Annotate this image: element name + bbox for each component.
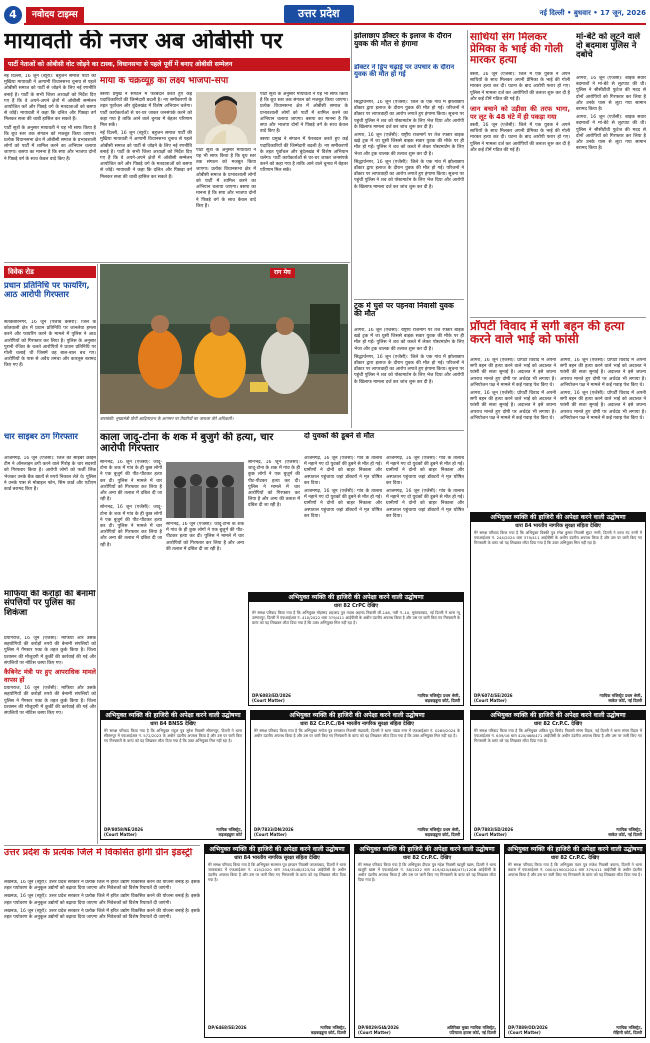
middle-story3-body2: सोनभद्र, 16 जून (एजेंसी): जादू-टोना के शक में गांव के ही कुछ लोगों ने एक बुजुर्ग की पीट-पीटकर हत्या कर दी। पुलिस ने मामले में चार आरोपियों को गिरफ्तार कर लिया है और अन्य की तलाश में दबिश दी जा रही है। [166, 522, 244, 552]
left-story3-body [4, 636, 96, 844]
left-story4-headline: उत्तर प्रदेश के प्रत्येक जिले में विकसित होगी ग्रीन इंडस्ट्री [4, 848, 193, 858]
right-story3-headline: प्रॉपर्टी विवाद में सगी बहन की हत्या करने वाले भाई को फांसी [470, 320, 625, 347]
middle-story4-body [304, 456, 382, 588]
middle-story1-body [354, 100, 464, 298]
page-header [4, 4, 646, 26]
row-divider [470, 317, 646, 318]
right-story3-para2: आगरा, 16 जून (एजेंसी): प्रॉपर्टी विवाद में अपनी सगी बहन की हत्या करने वाले भाई को अदालत ने फांसी की सजा सुनाई है। अदालत ने इसे जघन्य अपराध मानते हुए दोषी पर अर्थदंड भी लगाया है। अभियोजन पक्ष ने मामले में कई गवाह पेश किए थे। [470, 391, 556, 421]
lead-subhead: माया के चक्रव्यूह का लक्ष्य भाजपा-सपा [100, 77, 229, 86]
right-story3-para4: आगरा, 16 जून (एजेंसी): प्रॉपर्टी विवाद में अपनी सगी बहन की हत्या करने वाले भाई को अदालत ने फांसी की सजा सुनाई है। अदालत ने इसे जघन्य अपराध मानते हुए दोषी पर अर्थदंड भी लगाया है। अभियोजन पक्ष ने मामले में कई गवाह पेश किए थे। [560, 391, 646, 421]
notice-reference: DP/6083/ED/2026 (Court Matter) [252, 693, 291, 703]
notice-signatory: अतिरिक्त मुख्य न्यायिक मजिस्ट्रेट, पटियाला हाउस कोर्ट, नई दिल्ली [446, 1025, 496, 1035]
right-story2-para: आगरा, 16 जून (एजेंसी): बाइक सवार बदमाशों ने मां-बेटे से लूटपाट की थी। पुलिस ने सीसीटीवी फुटेज की मदद से दोनों आरोपियों को गिरफ्तार कर लिया है और उनके पास से लूटा गया सामान बरामद किया है। [576, 76, 646, 113]
notice-footer [208, 1025, 346, 1035]
right-story1-pull: जान बचाने को उड़ीसा की तरफ भागा, पर लूट के 48 घंटे में ही पकड़ा गया [470, 105, 570, 122]
photo-label: राग मेघ [270, 268, 295, 278]
court-notice-8 [504, 844, 646, 1038]
notice-footer [508, 1025, 642, 1035]
lead-body-para4: नई दिल्ली, 16 जून (ब्यूरो): बहुजन समाज पार्टी की मुखिया मायावती ने आगामी विधानसभा चुनाव से पहले ओबीसी समाज को पार्टी से जोड़ने के लिए नई रणनीति बनाई है। पार्टी के सभी जिला अध्यक्षों को निर्देश दिए गए हैं कि वे अपने-अपने क्षेत्रों में ओबीसी सम्मेलन आयोजित करें और पिछड़े वर्ग के मतदाताओं को बसपा से जोड़ें। मायावती ने कहा कि दलित और पिछड़ा वर्ग मिलकर सत्ता की चाबी हासिल कर सकते हैं। [100, 131, 192, 180]
middle-story1-para2: आगरा, 16 जून (एजेंसी): राष्ट्रीय राजमार्ग पर तेज रफ्तार बाइक खड़े ट्रक में जा घुसी जिससे बाइक सवार युवक की मौके पर ही मौत हो गई। पुलिस ने शव को कब्जे में लेकर पोस्टमार्टम के लिए भेजा और ट्रक चालक की तलाश शुरू कर दी है। [354, 133, 464, 157]
court-notice-1 [248, 592, 464, 706]
row-divider [4, 262, 350, 263]
notice-signatory: न्यायिक मजिस्ट्रेट प्रथम श्रेणी, कड़कड़डूमा कोर्ट, दिल्ली [417, 827, 460, 837]
middle-story4-para3: आजमगढ़, 16 जून (एजेंसी): गांव के तालाब में नहाने गए दो युवकों की डूबने से मौत हो गई। ग्रामीणों ने दोनों को बाहर निकाला और अस्पताल पहुंचाया जहां डॉक्टरों ने मृत घोषित कर दिया। [386, 456, 464, 486]
left-story4-para: लखनऊ, 16 जून (ब्यूरो): उत्तर प्रदेश सरकार ने प्रत्येक जिले में हरित उद्योग विकसित करने की योजना बनाई है। इसके तहत पर्यावरण के अनुकूल उद्योगों को बढ़ावा दिया जाएगा और निवेशकों को विशेष रियायतें दी जाएंगी। [4, 880, 200, 892]
notice-body: मेरे समक्ष परिवाद किया गया है कि अभियुक्त मनोज पुत्र रामलाल निवासी मंडावली, दिल्ली ने थाना पांडव नगर में एफआईआर नं. 0269/2024 के अधीन दंडनीय अपराध किया है और उस पर जारी किए गए गिरफ्तारी के वारंट को यह लिखकर लौटा दिया गया है कि उक्त अभियुक्त मिल नहीं रहा है। [254, 728, 460, 739]
middle-story3-para3: सोनभद्र, 16 जून (एजेंसी): जादू-टोना के शक में गांव के ही कुछ लोगों ने एक बुजुर्ग की पीट-पीटकर हत्या कर दी। पुलिस ने मामले में चार आरोपियों को गिरफ्तार कर लिया है और अन्य की तलाश में दबिश दी जा रही है। [248, 460, 300, 509]
right-story3-para: आगरा, 16 जून (एजेंसी): प्रॉपर्टी विवाद में अपनी सगी बहन की हत्या करने वाले भाई को अदालत ने फांसी की सजा सुनाई है। अदालत ने इसे जघन्य अपराध मानते हुए दोषी पर अर्थदंड भी लगाया है। अभियोजन पक्ष ने मामले में कई गवाह पेश किए थे। [470, 358, 556, 388]
notice-section: धारा 82 Cr.P.C. देखिए [402, 855, 452, 862]
notice-reference: DP/6074/SE/2026 (Court Matter) [474, 693, 513, 703]
middle-story1-sub: डॉक्टर ने ड्रिप चढ़ाई पर उपचार के दौरान युवक की मौत हो गई [354, 64, 455, 79]
left-story4-body [4, 880, 200, 1038]
court-notice-5 [470, 710, 646, 840]
lead-body-para2: पार्टी सूत्रों के अनुसार मायावती ने यह भी साफ किया है कि बूथ स्तर तक संगठन को मजबूत किया जाएगा। प्रत्येक विधानसभा क्षेत्र में ओबीसी समाज के प्रभावशाली लोगों को पार्टी में शामिल करने का अभियान चलाया जाएगा। बसपा का मानना है कि सपा और भाजपा दोनों ने पिछड़े वर्ग के साथ केवल वादे किए हैं। [4, 125, 96, 162]
middle-story3-para: सोनभद्र, 16 जून (एजेंसी): जादू-टोना के शक में गांव के ही कुछ लोगों ने एक बुजुर्ग की पीट-पीटकर हत्या कर दी। पुलिस ने मामले में चार आरोपियों को गिरफ्तार कर लिया है और अन्य की तलाश में दबिश दी जा रही है। [100, 460, 162, 503]
left-story2-headline: चार साइबर ठग गिरफ्तार [4, 432, 78, 441]
middle-story3-body [100, 460, 162, 588]
lead-body-col3 [260, 92, 348, 260]
notice-footer [252, 693, 460, 703]
notice-signatory: न्यायिक मजिस्ट्रेट, साकेत कोर्ट, नई दिल्ली [608, 827, 642, 837]
column-divider [351, 30, 352, 428]
row-divider [354, 299, 464, 300]
lead-body-para: नई दिल्ली, 16 जून (ब्यूरो): बहुजन समाज पार्टी की मुखिया मायावती ने आगामी विधानसभा चुनाव से पहले ओबीसी समाज को पार्टी से जोड़ने के लिए नई रणनीति बनाई है। पार्टी के सभी जिला अध्यक्षों को निर्देश दिए गए हैं कि वे अपने-अपने क्षेत्रों में ओबीसी सम्मेलन आयोजित करें और पिछड़े वर्ग के मतदाताओं को बसपा से जोड़ें। मायावती ने कहा कि दलित और पिछड़ा वर्ग मिलकर सत्ता की चाबी हासिल कर सकते हैं। [4, 74, 96, 123]
middle-story4-para2: आजमगढ़, 16 जून (एजेंसी): गांव के तालाब में नहाने गए दो युवकों की डूबने से मौत हो गई। ग्रामीणों ने दोनों को बाहर निकाला और अस्पताल पहुंचाया जहां डॉक्टरों ने मृत घोषित कर दिया। [304, 489, 382, 519]
header-rule [24, 23, 646, 25]
masthead-brand: नवोदय टाइम्स [26, 7, 84, 23]
column-divider [97, 264, 98, 844]
middle-story4-headline: दो युवकों की डूबने से मौत [304, 432, 375, 440]
right-story2-body [576, 76, 646, 316]
middle-story3-headline: काला जादू-टोना के शक में बुजुर्ग की हत्या, चार आरोपी गिरफ्तार [100, 432, 274, 454]
notice-title: अभियुक्त व्यक्ति की हाजिरी की अपेक्षा करने वाली उद्घोषणा [355, 845, 499, 854]
court-notice-7 [354, 844, 500, 1038]
lead-body-para7: पार्टी सूत्रों के अनुसार मायावती ने यह भी साफ किया है कि बूथ स्तर तक संगठन को मजबूत किया जाएगा। प्रत्येक विधानसभा क्षेत्र में ओबीसी समाज के प्रभावशाली लोगों को पार्टी में शामिल करने का अभियान चलाया जाएगा। बसपा का मानना है कि सपा और भाजपा दोनों ने पिछड़े वर्ग के साथ केवल वादे किए हैं। [196, 148, 256, 209]
notice-reference: DP/8058/NE/2026 (Court Matter) [104, 827, 143, 837]
notice-title: अभियुक्त व्यक्ति की हाजिरी की अपेक्षा करने वाली उद्घोषणा [101, 711, 245, 720]
notice-title: अभियुक्त व्यक्ति की हाजिरी की अपेक्षा करने वाली उद्घोषणा [205, 845, 349, 854]
notice-footer [358, 1025, 496, 1035]
notice-reference: DP/7833/DN/2026 (Court Matter) [254, 827, 294, 837]
middle-story3-para2: सोनभद्र, 16 जून (एजेंसी): जादू-टोना के शक में गांव के ही कुछ लोगों ने एक बुजुर्ग की पीट-पीटकर हत्या कर दी। पुलिस ने मामले में चार आरोपियों को गिरफ्तार कर लिया है और अन्य की तलाश में दबिश दी जा रही है। [100, 505, 162, 548]
right-story1-headline: साथियों संग मिलकर प्रेमिका के भाई की गोली मारकर हत्या [470, 32, 563, 67]
left-story4-para3: लखनऊ, 16 जून (ब्यूरो): उत्तर प्रदेश सरकार ने प्रत्येक जिले में हरित उद्योग विकसित करने की योजना बनाई है। इसके तहत पर्यावरण के अनुकूल उद्योगों को बढ़ावा दिया जाएगा और निवेशकों को विशेष रियायतें दी जाएंगी। [4, 908, 200, 921]
court-notice-4 [250, 710, 464, 840]
page-number: 4 [4, 6, 22, 24]
notice-signatory: न्यायिक मजिस्ट्रेट, कड़कड़डूमा कोर्ट [216, 827, 242, 837]
notice-footer [254, 827, 460, 837]
left-story3-headline: माफिया की करोड़ों की बेनामी संपत्तियों पर पुलिस का शिकंजा [4, 590, 96, 618]
lead-body-col2b [196, 148, 256, 260]
notice-title: अभियुक्त व्यक्ति की हाजिरी की अपेक्षा करने वाली उद्घोषणा [471, 513, 645, 522]
crowd-photo [166, 462, 244, 518]
notice-title: अभियुक्त व्यक्ति की हाजिरी की अपेक्षा करने वाली उद्घोषणा [251, 711, 463, 720]
right-story3-para3: आगरा, 16 जून (एजेंसी): प्रॉपर्टी विवाद में अपनी सगी बहन की हत्या करने वाले भाई को अदालत ने फांसी की सजा सुनाई है। अदालत ने इसे जघन्य अपराध मानते हुए दोषी पर अर्थदंड भी लगाया है। अभियोजन पक्ष ने मामले में कई गवाह पेश किए थे। [560, 358, 646, 388]
court-notice-2 [470, 512, 646, 706]
middle-story1-para3: सिद्धार्थनगर, 16 जून (एजेंसी): जिले के एक गांव में झोलाछाप डॉक्टर द्वारा इलाज के दौरान युवक की मौत हो गई। परिजनों ने डॉक्टर पर लापरवाही का आरोप लगाते हुए हंगामा किया। सूचना पर पहुंची पुलिस ने शव को पोस्टमार्टम के लिए भेज दिया और आरोपी के खिलाफ मामला दर्ज कर जांच शुरू कर दी है। [354, 159, 464, 190]
notice-signatory: न्यायिक मजिस्ट्रेट प्रथम श्रेणी, साकेत कोर्ट, नई दिल्ली [599, 693, 642, 703]
lead-body-para3: बसपा प्रमुख ने संगठन में फेरबदल करते हुए कई पदाधिकारियों की जिम्मेदारी बदली है। नए समीकरणों के तहत पूर्वांचल और बुंदेलखंड में विशेष अभियान चलेगा। पार्टी कार्यकर्ताओं से घर-घर जाकर जनसंपर्क करने को कहा गया है ताकि आने वाले चुनाव में बेहतर परिणाम मिल सकें। [100, 92, 192, 129]
notice-body: मेरे समक्ष परिवाद किया गया है कि अभियुक्त विक्की पुत्र रमेश कुमार निवासी सुंदर नगरी, दिल्ली ने थाना नंद नगरी में एफआईआर नं. 244/2024 धारा 379/411 आईपीसी के अधीन दंडनीय अपराध किया है और उस पर जारी किए गए गिरफ्तारी के वारंट को यह लिखकर लौटा दिया गया है कि उक्त अभियुक्त मिल नहीं रहा है। [474, 530, 642, 546]
middle-story2-headline: ट्रक में घुसे पर पहनवा निवासी युवक की मौत [354, 302, 454, 319]
section-title: उत्तर प्रदेश [284, 5, 354, 23]
court-notice-6 [204, 844, 350, 1038]
left-story1-body: संतकबीरनगर, 16 जून (पंजाब केसरी): जिले के कोतवाली क्षेत्र में प्रधान प्रतिनिधि पर जानलेवा हमला करने और फायरिंग करने के मामले में पुलिस ने आठ आरोपियों को गिरफ्तार कर लिया है। पुलिस के अनुसार पुरानी रंजिश के चलते आरोपियों ने प्रधान प्रतिनिधि पर गोली चलाई थी जिसमें वह बाल-बाल बच गए। आरोपियों के पास से अवैध तमंचा और कारतूस बरामद किए गए हैं। [4, 320, 96, 369]
left-story3-para2: प्रयागराज, 16 जून (एजेंसी): माफिया और उसके सहयोगियों की करोड़ों रुपये की बेनामी संपत्तियों को पुलिस ने गैंगस्टर एक्ट के तहत कुर्क किया है। जिला प्रशासन की मौजूदगी में कुर्की की कार्रवाई की गई और संपत्तियों पर नोटिस चस्पा किए गए। [4, 686, 96, 717]
notice-signatory: न्यायिक मजिस्ट्रेट प्रथम श्रेणी, कड़कड़डूमा कोर्ट, दिल्ली [417, 693, 460, 703]
right-story2-headline: मां-बेटे को लूटने वाले दो बदमाश पुलिस ने दबोचे [576, 32, 641, 60]
lead-body-col2 [100, 92, 192, 260]
notice-signatory: न्यायिक मजिस्ट्रेट, कड़कड़डूमा कोर्ट, दिल्ली [310, 1025, 346, 1035]
lead-body-para6: बसपा प्रमुख ने संगठन में फेरबदल करते हुए कई पदाधिकारियों की जिम्मेदारी बदली है। नए समीकरणों के तहत पूर्वांचल और बुंदेलखंड में विशेष अभियान चलेगा। पार्टी कार्यकर्ताओं से घर-घर जाकर जनसंपर्क करने को कहा गया है ताकि आने वाले चुनाव में बेहतर परिणाम मिल सकें। [260, 137, 348, 174]
notice-section: धारा 82 CrPC देखिए [333, 603, 379, 610]
column-tag: विवेक रोड [4, 266, 96, 278]
lead-body-para5: पार्टी सूत्रों के अनुसार मायावती ने यह भी साफ किया है कि बूथ स्तर तक संगठन को मजबूत किया जाएगा। प्रत्येक विधानसभा क्षेत्र में ओबीसी समाज के प्रभावशाली लोगों को पार्टी में शामिल करने का अभियान चलाया जाएगा। बसपा का मानना है कि सपा और भाजपा दोनों ने पिछड़े वर्ग के साथ केवल वादे किए हैं। [260, 92, 348, 135]
left-story2-body: आजमगढ़, 16 जून (एजेंसी): जिले की साइबर क्राइम टीम ने ऑनलाइन ठगी करने वाले गिरोह के चार सदस्यों को गिरफ्तार किया है। आरोपी लोगों को फर्जी लिंक भेजकर उनके बैंक खातों से रुपये निकाल लेते थे। पुलिस ने उनके पास से मोबाइल फोन, सिम कार्ड और एटीएम कार्ड बरामद किए हैं। [4, 456, 96, 493]
notice-title: अभियुक्त व्यक्ति की हाजिरी की अपेक्षा करने वाली उद्घोषणा [249, 593, 463, 602]
left-story4-para2: लखनऊ, 16 जून (ब्यूरो): उत्तर प्रदेश सरकार ने प्रत्येक जिले में हरित उद्योग विकसित करने की योजना बनाई है। इसके तहत पर्यावरण के अनुकूल उद्योगों को बढ़ावा दिया जाएगा और निवेशकों को विशेष रियायतें दी जाएंगी। [4, 894, 200, 906]
notice-title: अभियुक्त व्यक्ति की हाजिरी की अपेक्षा करने वाली उद्घोषणा [471, 711, 645, 720]
issue-date: नई दिल्ली • बुधवार • 17 जून, 2026 [539, 9, 646, 17]
lead-strap: पार्टी नेताओं को ओबीसी वोट जोड़ने का टास्क, विधानसभा से पहले पूर्वी में बनाए ओबीसी सम्मेलन [4, 58, 350, 71]
notice-section: धारा 84 BNSS देखिए [150, 721, 196, 728]
middle-story1-headline: झोलाछाप डॉक्टर के इलाज के दौरान युवक की मौत से हंगामा [354, 32, 452, 49]
notice-section: धारा 82 Cr.P.C. देखिए [533, 721, 583, 728]
notice-section: धारा 84 भारतीय नागरिक सुरक्षा संहिता देखिए [515, 523, 601, 530]
lead-headline: मायावती की नजर अब ओबीसी पर [4, 30, 283, 54]
notice-body: मेरे समक्ष परिवाद किया गया है कि अभियुक्त दीपक पुत्र महेश निवासी खजूरी खास, दिल्ली ने थाना खजूरी खास में एफआईआर नं. 38/2022 धारा 419/420/468/471/120B आईपीसी के अधीन दंडनीय अपराध किया है और उस पर जारी किए गए गिरफ्तारी के वारंट को यह लिखकर लौटा दिया गया है। [358, 862, 496, 883]
middle-story2-body [354, 328, 464, 428]
middle-story4-para4: आजमगढ़, 16 जून (एजेंसी): गांव के तालाब में नहाने गए दो युवकों की डूबने से मौत हो गई। ग्रामीणों ने दोनों को बाहर निकाला और अस्पताल पहुंचाया जहां डॉक्टरों ने मृत घोषित कर दिया। [386, 489, 464, 519]
row-divider [4, 845, 200, 846]
notice-section: धारा 84 भारतीय नागरिक सुरक्षा संहिता देखिए [234, 855, 320, 862]
right-story1-body [470, 72, 570, 316]
ritual-photo-caption: बाराबंकी: मुख्यमंत्री योगी आदित्यनाथ के आगमन पर तैयारियों का जायजा लेते अधिकारी। [100, 416, 234, 421]
right-story3-body [470, 358, 556, 508]
column-divider [467, 30, 468, 508]
right-story1-para2: बस्ती, 16 जून (एजेंसी): जिले में एक युवक ने अपने साथियों के साथ मिलकर अपनी प्रेमिका के भाई की गोली मारकर हत्या कर दी। घटना के बाद आरोपी फरार हो गए। पुलिस ने मामला दर्ज कर आरोपियों की तलाश शुरू कर दी है और कई टीमें गठित की गई हैं। [470, 123, 570, 153]
left-story3-para: प्रयागराज, 16 जून (एजेंसी): माफिया और उसके सहयोगियों की करोड़ों रुपये की बेनामी संपत्तियों को पुलिस ने गैंगस्टर एक्ट के तहत कुर्क किया है। जिला प्रशासन की मौजूदगी में कुर्की की कार्रवाई की गई और संपत्तियों पर नोटिस चस्पा किए गए। [4, 636, 96, 666]
notice-reference: DP/6468/SE/2026 [208, 1025, 247, 1030]
leader-portrait [196, 92, 256, 144]
right-story3-body2 [560, 358, 646, 508]
notice-body: मेरे समक्ष परिवाद किया गया है कि अभियुक्त पवन पुत्र राजेश निवासी बवाना, दिल्ली ने थाना बवाना में एफआईआर नं. 0004/1900/2024 धारा 379/411 आईपीसी के अधीन दंडनीय अपराध किया है और उस पर जारी किए गए गिरफ्तारी के वारंट को यह लिखकर लौटा दिया गया है। [508, 862, 642, 878]
notice-reference: DP/7889/OD/2026 (Court Matter) [508, 1025, 548, 1035]
notice-footer [474, 827, 642, 837]
left-story3-sub: कैबिनेट मंत्री पर हुए आपराधिक मामले वापस हों [4, 668, 96, 684]
notice-reference: DP/7883/SD/2026 (Court Matter) [474, 827, 514, 837]
ritual-photo [100, 264, 348, 414]
middle-story2-para: आगरा, 16 जून (एजेंसी): राष्ट्रीय राजमार्ग पर तेज रफ्तार बाइक खड़े ट्रक में जा घुसी जिससे बाइक सवार युवक की मौके पर ही मौत हो गई। पुलिस ने शव को कब्जे में लेकर पोस्टमार्टम के लिए भेजा और ट्रक चालक की तलाश शुरू कर दी है। [354, 328, 464, 352]
right-story1-para: बस्ती, 16 जून (एजेंसी): जिले में एक युवक ने अपने साथियों के साथ मिलकर अपनी प्रेमिका के भाई की गोली मारकर हत्या कर दी। घटना के बाद आरोपी फरार हो गए। पुलिस ने मामला दर्ज कर आरोपियों की तलाश शुरू कर दी है और कई टीमें गठित की गई हैं। [470, 72, 570, 102]
notice-title: अभियुक्त व्यक्ति की हाजिरी की अपेक्षा करने वाली उद्घोषणा [505, 845, 645, 854]
notice-reference: DP/8029/GIA/2026 (Court Matter) [358, 1025, 399, 1035]
middle-story3-body3 [248, 460, 300, 588]
middle-story1-para: सिद्धार्थनगर, 16 जून (एजेंसी): जिले के एक गांव में झोलाछाप डॉक्टर द्वारा इलाज के दौरान युवक की मौत हो गई। परिजनों ने डॉक्टर पर लापरवाही का आरोप लगाते हुए हंगामा किया। सूचना पर पहुंची पुलिस ने शव को पोस्टमार्टम के लिए भेज दिया और आरोपी के खिलाफ मामला दर्ज कर जांच शुरू कर दी है। [354, 100, 464, 130]
notice-signatory: न्यायिक मजिस्ट्रेट, रोहिणी कोर्ट, दिल्ली [613, 1025, 642, 1035]
notice-section: धारा 82 Cr.P.C. देखिए [550, 855, 600, 862]
court-notice-3 [100, 710, 246, 840]
middle-story2-para2: सिद्धार्थनगर, 16 जून (एजेंसी): जिले के एक गांव में झोलाछाप डॉक्टर द्वारा इलाज के दौरान युवक की मौत हो गई। परिजनों ने डॉक्टर पर लापरवाही का आरोप लगाते हुए हंगामा किया। सूचना पर पहुंची पुलिस ने शव को पोस्टमार्टम के लिए भेज दिया और आरोपी के खिलाफ मामला दर्ज कर जांच शुरू कर दी है। [354, 354, 464, 385]
notice-footer [104, 827, 242, 837]
row-divider [100, 430, 464, 431]
notice-body: मेरे समक्ष परिवाद किया गया है कि अभियुक्त मोहम्मद शहजाद पुत्र नवाब अहमद निवासी जी-148, गली नं.-10, मुस्तफाबाद, नई दिल्ली ने थाना न्यू उस्मानपुर, दिल्ली में एफआईआर नं. 410/2022 धारा 379/411 आईपीसी के अधीन दंडनीय अपराध किया है और उस पर जारी किए गए गिरफ्तारी के वारंट को यह लिखकर लौटा दिया गया है कि उक्त अभियुक्त मिल नहीं रहा है। [252, 610, 460, 626]
notice-body: मेरे समक्ष परिवाद किया गया है कि अभियुक्त राहुल पुत्र सुरेश निवासी सीलमपुर, दिल्ली ने थाना सीलमपुर में एफआईआर नं. 572/2023 के अधीन दंडनीय अपराध किया है और उस पर जारी किए गए गिरफ्तारी के वारंट को यह लिखकर लौटा दिया गया है कि उक्त अभियुक्त मिल नहीं रहा है। [104, 728, 242, 744]
notice-section: धारा 82 Cr.P.C./84 भारतीय नागरिक सुरक्षा संहिता देखिए [300, 721, 414, 728]
left-story1-headline: प्रधान प्रतिनिधि पर फायरिंग, आठ आरोपी गिरफ्तार [4, 281, 90, 300]
middle-story4-body2 [386, 456, 464, 588]
notice-footer [474, 693, 642, 703]
lead-body-col1 [4, 74, 96, 260]
notice-body: मेरे समक्ष परिवाद किया गया है कि अभियुक्त सलमान पुत्र इरफान निवासी जाफराबाद, दिल्ली ने थाना जाफराबाद में एफआईआर नं. 415/2020 धारा 354/354B/323/34 आईपीसी के अधीन दंडनीय अपराध किया है और उस पर जारी किए गए गिरफ्तारी के वारंट को यह लिखकर लौटा दिया गया है। [208, 862, 346, 883]
right-story2-para2: आगरा, 16 जून (एजेंसी): बाइक सवार बदमाशों ने मां-बेटे से लूटपाट की थी। पुलिस ने सीसीटीवी फुटेज की मदद से दोनों आरोपियों को गिरफ्तार कर लिया है और उनके पास से लूटा गया सामान बरामद किया है। [576, 115, 646, 152]
middle-story4-para: आजमगढ़, 16 जून (एजेंसी): गांव के तालाब में नहाने गए दो युवकों की डूबने से मौत हो गई। ग्रामीणों ने दोनों को बाहर निकाला और अस्पताल पहुंचाया जहां डॉक्टरों ने मृत घोषित कर दिया। [304, 456, 382, 486]
notice-body: मेरे समक्ष परिवाद किया गया है कि अभियुक्त अंकित पुत्र विनोद निवासी संगम विहार, नई दिल्ली ने थाना संगम विहार में एफआईआर नं. 639/16 धारा 420/468/471 आईपीसी के अधीन दंडनीय अपराध किया है और उस पर जारी किए गए गिरफ्तारी के वारंट को यह लिखकर लौटा दिया गया है। [474, 728, 642, 744]
